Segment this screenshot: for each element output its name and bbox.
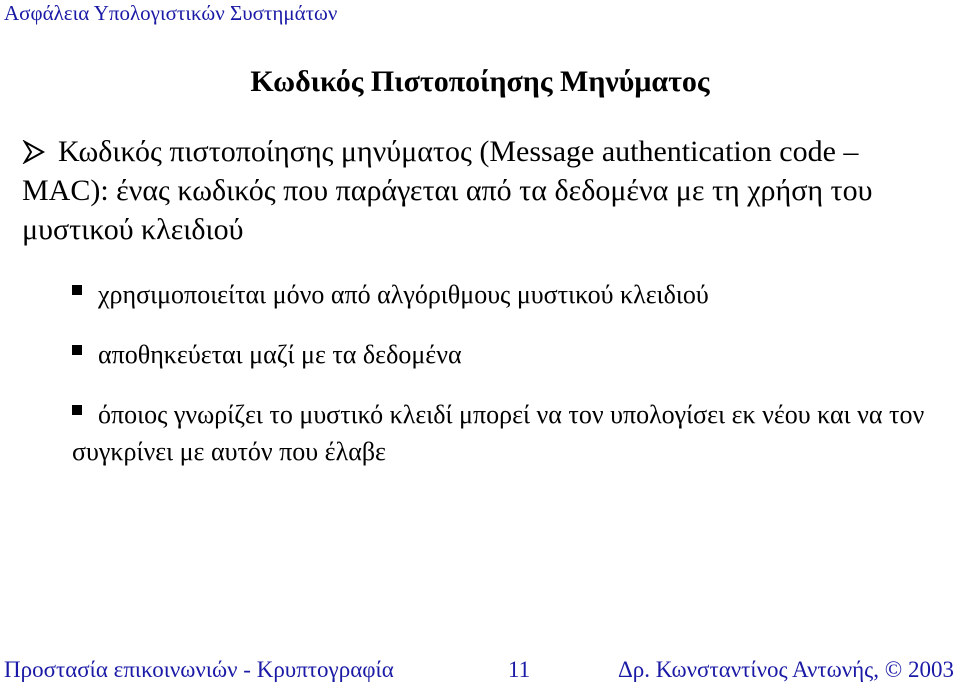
slide-title: Κωδικός Πιστοποίησης Μηνύματος [250, 65, 710, 98]
sub-bullet-text: χρησιμοποιείται μόνο από αλγόριθμους μυστικού κλειδιού [98, 280, 709, 309]
sub-bullet-point [72, 276, 932, 313]
footer-author: Δρ. Κωνσταντίνος Αντωνής, © 2003 [617, 657, 954, 682]
main-bullet-text: Κωδικός πιστοποίησης μηνύματος (Message authentication code – MAC): ένας κωδικός που παράγεται από τα δεδομένα με τη χρήση του μυστικού κλειδιού [22, 135, 873, 246]
square-bullet-icon [72, 405, 82, 415]
sub-bullet-point [72, 336, 932, 373]
sub-bullet-point [72, 396, 932, 470]
square-bullet-icon [72, 285, 82, 295]
course-title: Ασφάλεια Υπολογιστικών Συστημάτων [4, 1, 338, 25]
arrow-bullet-icon [22, 132, 58, 171]
main-bullet-point [22, 132, 942, 249]
sub-bullet-text: αποθηκεύεται μαζί με τα δεδομένα [98, 340, 462, 369]
footer-course-name: Προστασία επικοινωνιών - Κρυπτογραφία [4, 657, 394, 682]
square-bullet-icon [72, 345, 82, 355]
sub-bullet-text: όποιος γνωρίζει το μυστικό κλειδί μπορεί να τον υπολογίσει εκ νέου και να τον συγκρίνει με αυτόν που έλαβε [72, 400, 925, 466]
footer-page-number: 11 [508, 657, 531, 682]
